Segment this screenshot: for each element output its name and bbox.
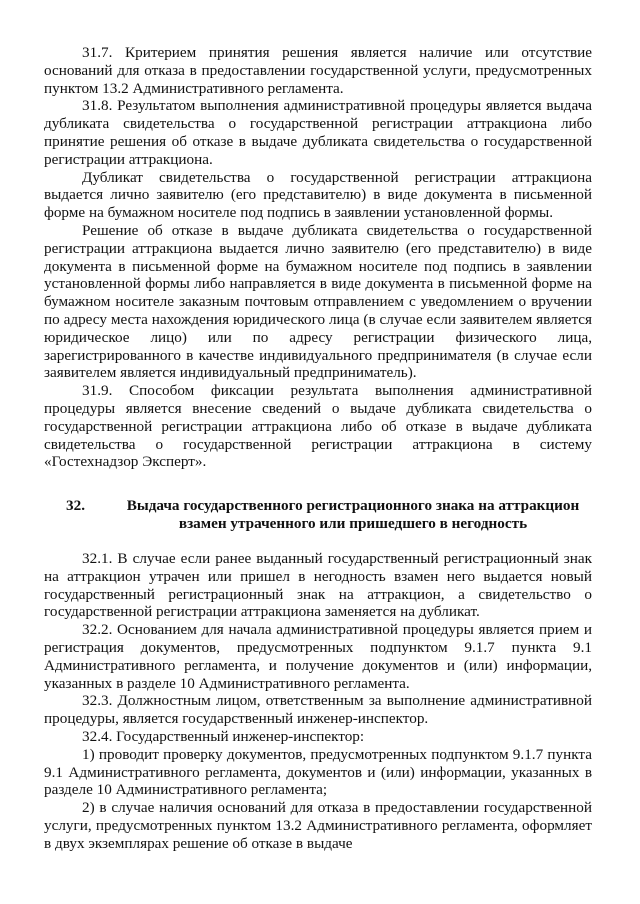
paragraph-32-4-item-1: 1) проводит проверку документов, предусмотренных подпунктом 9.1.7 пункта 9.1 Административного регламента, документов и (или) информации, указанных в разделе 10 Административного регламента;: [44, 745, 592, 799]
paragraph-31-7: 31.7. Критерием принятия решения является наличие или отсутствие оснований для отказа в предоставлении государственной услуги, предусмотренных пунктом 13.2 Административного регламента.: [44, 44, 592, 97]
paragraph-32-4: 32.4. Государственный инженер-инспектор:: [82, 727, 365, 745]
paragraph-31-8: 31.8. Результатом выполнения административной процедуры является выдача дубликата свидетельства о государственной регистрации аттракциона либо принятие решения об отказе в выдаче дубликата свидетельства о государственной регистрации аттракциона.: [44, 97, 592, 168]
paragraph-duplicate-issuance: Дубликат свидетельства о государственной регистрации аттракциона выдается лично заявителю (его представителю) в виде документа в письменной форме на бумажном носителе под подпись в заявлении установленной формы.: [44, 168, 592, 222]
section-31-body: [44, 44, 592, 471]
paragraph-32-3: 32.3. Должностным лицом, ответственным за выполнение административной процедуры, является государственный инженер-инспектор.: [44, 692, 592, 728]
section-32-number: 32.: [66, 497, 85, 514]
section-32-heading: [44, 497, 592, 533]
paragraph-32-2: 32.2. Основанием для начала административной процедуры является прием и регистрация документов, предусмотренных подпунктом 9.1.7 пункта 9.1 Административного регламента, и получение документов и (или) информации, указанных в разделе 10 Административного регламента.: [44, 621, 592, 692]
section-32-title: Выдача государственного регистрационного знака на аттракцион взамен утраченного или пришедшего в негодность: [126, 497, 580, 532]
section-32-body: [44, 550, 592, 853]
paragraph-31-9: 31.9. Способом фиксации результата выполнения административной процедуры является внесение сведений о выдаче дубликата свидетельства о государственной регистрации аттракциона либо об отказе в выдаче дубликата свидетельства о государственной регистрации аттракциона в систему «Гостехнадзор Эксперт».: [44, 382, 592, 471]
paragraph-refusal-decision: Решение об отказе в выдаче дубликата свидетельства о государственной регистрации аттракциона выдается лично заявителю (его представителю) в виде документа в письменной форме на бумажном носителе под подпись в заявлении установленной формы либо направляется в виде документа в письменной форме на бумажном носителе заказным почтовым отправлением с уведомлением о вручении по адресу места нахождения юридического лица (в случае если заявителем является юридическое лицо) или по адресу регистрации физического лица, зарегистрированного в качестве индивидуального предпринимателя (в случае если заявителем является индивидуальный предприниматель).: [44, 221, 592, 382]
paragraph-32-1: 32.1. В случае если ранее выданный государственный регистрационный знак на аттракцион утрачен или пришел в негодность взамен него выдается новый государственный регистрационный знак на аттракцион, а свидетельство о государственной регистрации аттракциона заменяется на дубликат.: [44, 550, 592, 621]
paragraph-32-4-item-2: 2) в случае наличия оснований для отказа в предоставлении государственной услуги, предусмотренных пунктом 13.2 Административного регламента, оформляет в двух экземплярах решение об отказе в выдаче: [44, 799, 592, 852]
